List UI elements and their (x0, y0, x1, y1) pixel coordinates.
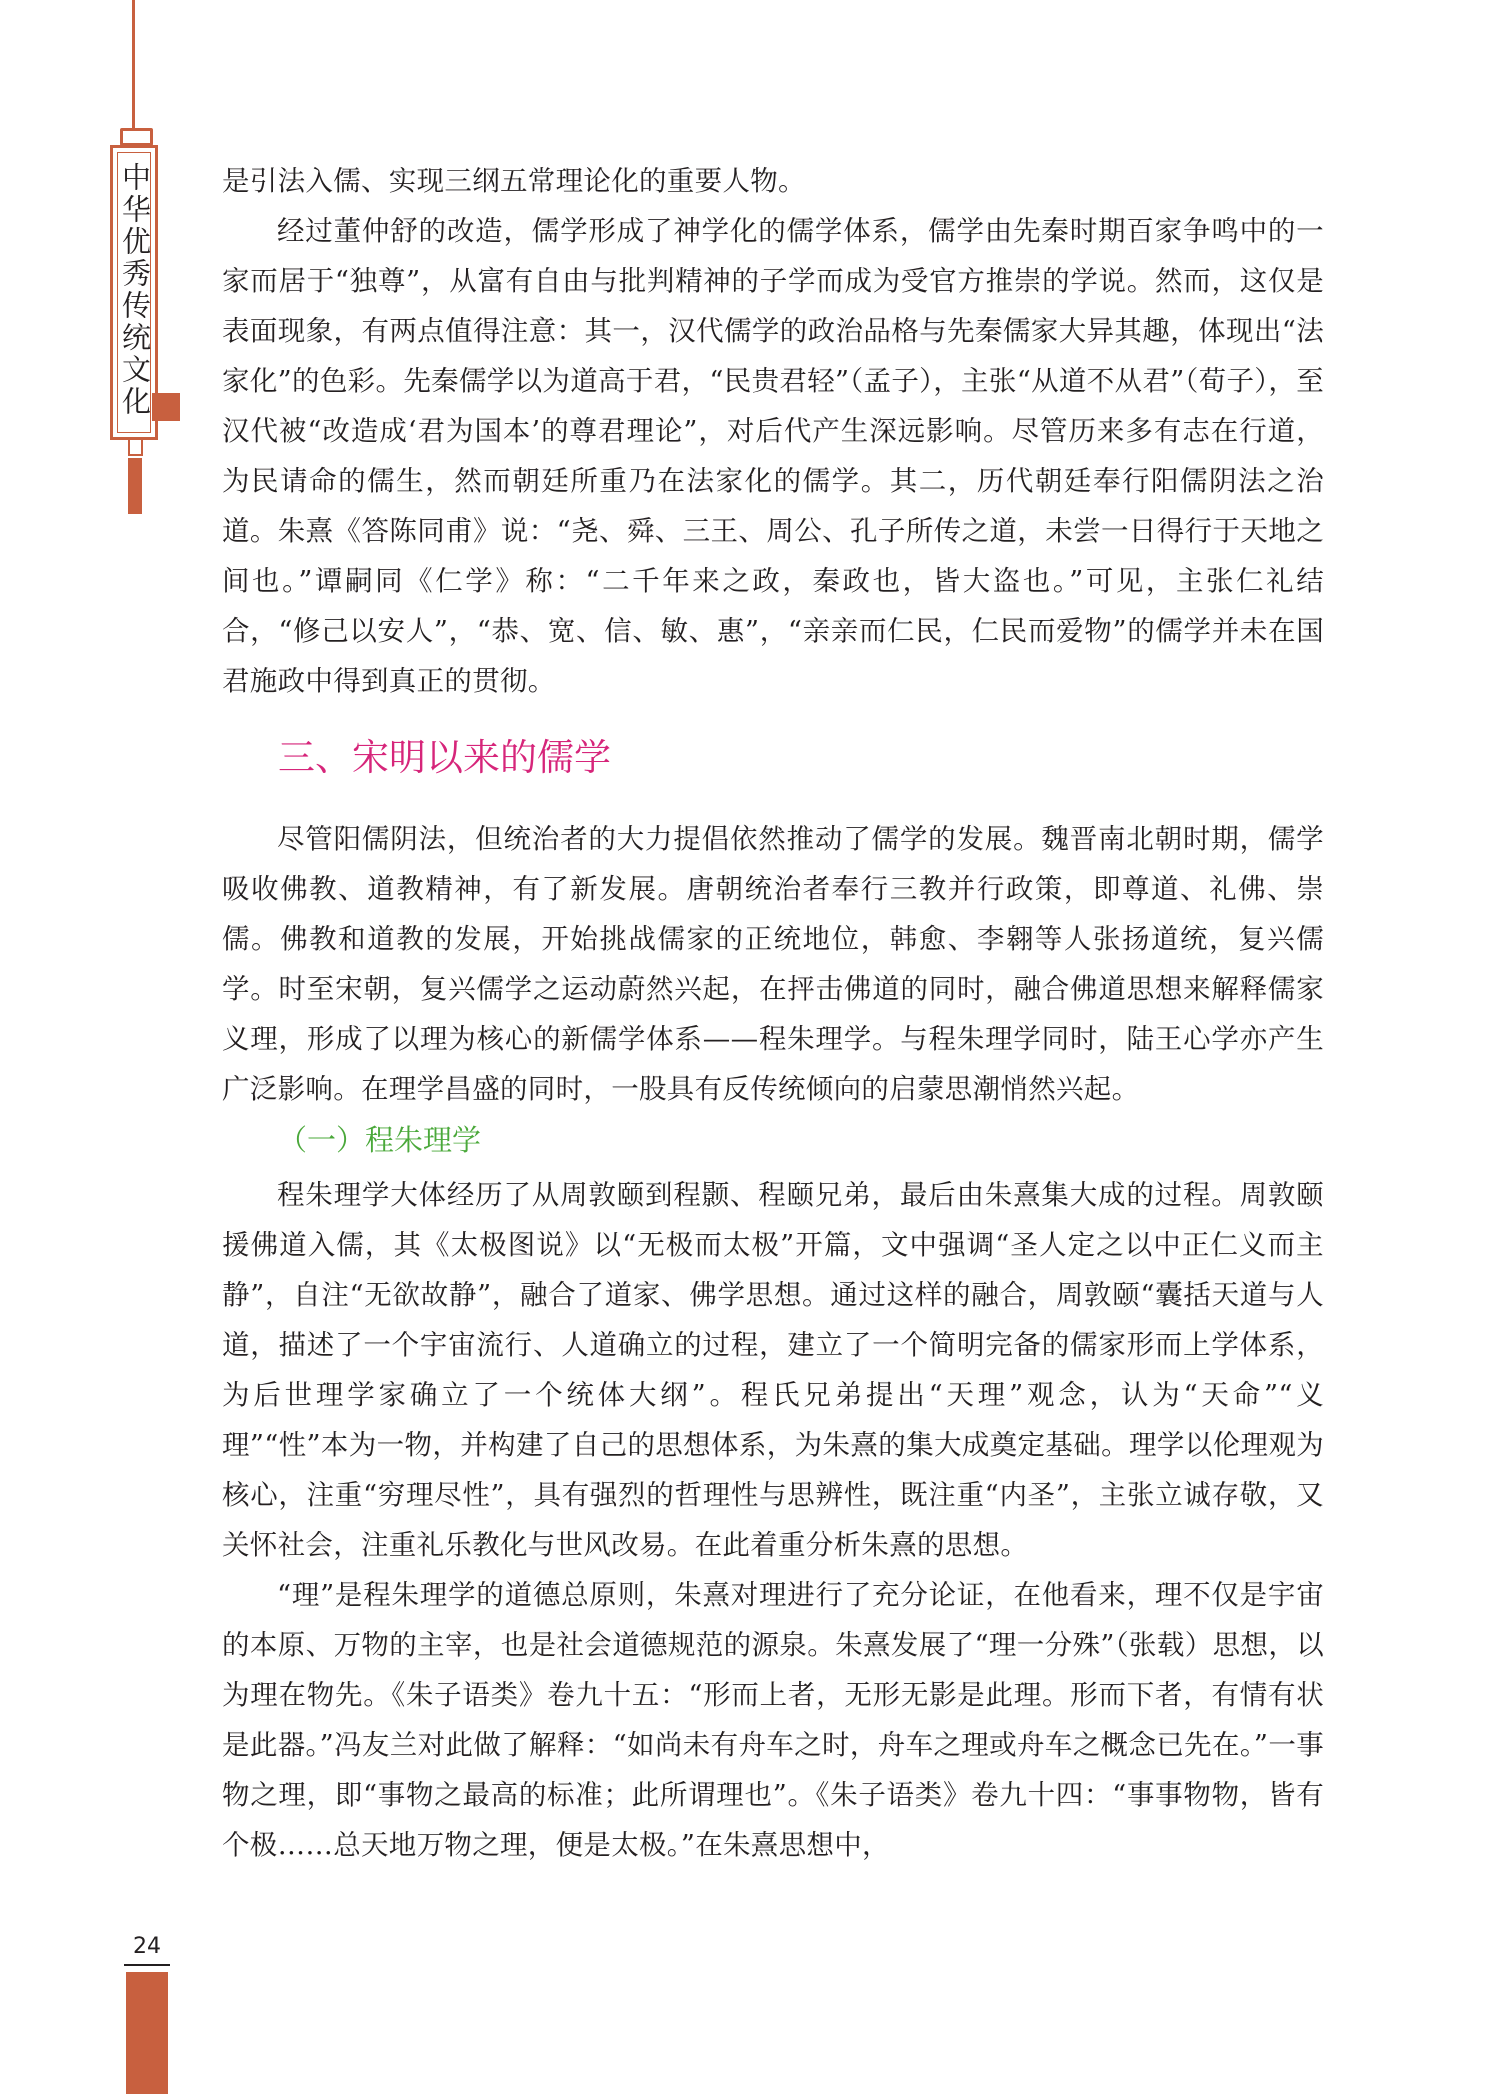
banner-tassel-knot (128, 440, 143, 456)
subsection-heading: （一）程朱理学 (278, 1123, 482, 1157)
paragraph-1: 是引法入儒、实现三纲五常理论化的重要人物。 (222, 165, 806, 197)
paragraph-4: 程朱理学大体经历了从周敦颐到程颢、程颐兄弟，最后由朱熹集大成的过程。周敦颐援佛道入儒，其《太极图说》以“无极而太极”开篇，文中强调“圣人定之以中正仁义而主静”，自注“无欲故静”，融合了道家、佛学思想。通过这样的融合，周敦颐“囊括天道与人道，描述了一个宇宙流行、人道确立的过程，建立了一个简明完备的儒家形而上学体系，为后世理学家确立了一个统体大纲”。程氏兄弟提出“天理”观念，认为“天命”“义理”“性”本为一物，并构建了自己的思想体系，为朱熹的集大成奠定基础。理学以伦理观为核心，注重“穷理尽性”，具有强烈的哲理性与思辨性，既注重“内圣”，主张立诚存敬，又关怀社会，注重礼乐教化与世风改易。在此着重分析朱熹的思想。 (222, 1179, 1324, 1561)
page-number: 24 (133, 1934, 161, 1959)
page-corner-bar (126, 1972, 168, 2094)
banner-seal-square (152, 393, 180, 421)
banner-hanger-knob (120, 128, 153, 146)
paragraph-3: 尽管阳儒阴法，但统治者的大力提倡依然推动了儒学的发展。魏晋南北朝时期，儒学吸收佛教、道教精神，有了新发展。唐朝统治者奉行三教并行政策，即尊道、礼佛、崇儒。佛教和道教的发展，开始挑战儒家的正统地位，韩愈、李翱等人张扬道统，复兴儒学。时至宋朝，复兴儒学之运动蔚然兴起，在抨击佛道的同时，融合佛道思想来解释儒家义理，形成了以理为核心的新儒学体系——程朱理学。与程朱理学同时，陆王心学亦产生广泛影响。在理学昌盛的同时，一股具有反传统倾向的启蒙思潮悄然兴起。 (222, 823, 1324, 1105)
page-content (222, 156, 1324, 1870)
page-number-rule (124, 1964, 170, 1966)
banner-hanger-line (132, 0, 135, 128)
book-title: 中华优秀传统文化 (118, 162, 152, 418)
section-heading: 三、宋明以来的儒学 (278, 736, 611, 779)
banner-tassel (128, 458, 142, 514)
paragraph-2: 经过董仲舒的改造，儒学形成了神学化的儒学体系，儒学由先秦时期百家争鸣中的一家而居于“独尊”，从富有自由与批判精神的子学而成为受官方推崇的学说。然而，这仅是表面现象，有两点值得注意：其一，汉代儒学的政治品格与先秦儒家大异其趣，体现出“法家化”的色彩。先秦儒学以为道高于君，“民贵君轻”（孟子），主张“从道不从君”（荀子），至汉代被“改造成‘君为国本’的尊君理论”，对后代产生深远影响。尽管历来多有志在行道，为民请命的儒生，然而朝廷所重乃在法家化的儒学。其二，历代朝廷奉行阳儒阴法之治道。朱熹《答陈同甫》说：“尧、舜、三王、周公、孔子所传之道，未尝一日得行于天地之间也。”谭嗣同《仁学》称：“二千年来之政，秦政也，皆大盗也。”可见，主张仁礼结合，“修己以安人”，“恭、宽、信、敏、惠”，“亲亲而仁民，仁民而爱物”的儒学并未在国君施政中得到真正的贯彻。 (222, 215, 1324, 697)
book-title-banner (110, 145, 158, 440)
paragraph-5: “理”是程朱理学的道德总原则，朱熹对理进行了充分论证，在他看来，理不仅是宇宙的本原、万物的主宰，也是社会道德规范的源泉。朱熹发展了“理一分殊”（张载）思想，以为理在物先。《朱子语类》卷九十五：“形而上者，无形无影是此理。形而下者，有情有状是此器。”冯友兰对此做了解释：“如尚未有舟车之时，舟车之理或舟车之概念已先在。”一事物之理，即“事物之最高的标准；此所谓理也”。《朱子语类》卷九十四：“事事物物，皆有个极……总天地万物之理，便是太极。”在朱熹思想中， (222, 1579, 1324, 1861)
